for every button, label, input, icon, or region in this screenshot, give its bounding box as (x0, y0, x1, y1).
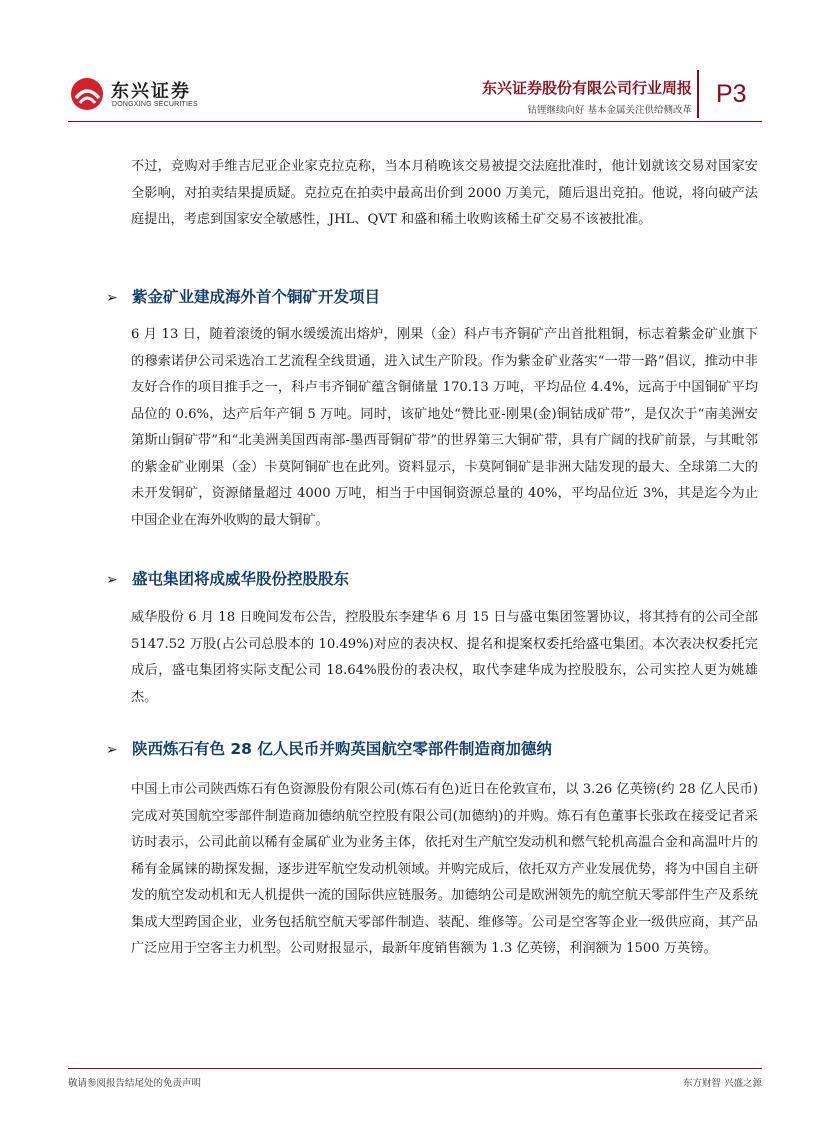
header-divider (697, 70, 699, 118)
logo-chinese-name: 东兴证券 (111, 81, 191, 102)
section-heading-1 (106, 285, 380, 307)
section-heading-text: 陕西炼石有色 28 亿人民币并购英国航空零部件制造商加德纳 (132, 740, 552, 758)
section-heading-text: 紫金矿业建成海外首个铜矿开发项目 (132, 288, 381, 306)
footer-disclaimer: 敬请参阅报告结尾处的免责声明 (68, 1078, 202, 1089)
section-heading-3 (106, 737, 552, 759)
footer-slogan: 东方财智 兴盛之源 (682, 1078, 762, 1089)
logo-mark-icon (68, 76, 108, 112)
paragraph-1: 不过，竞购对手维吉尼亚企业家克拉克称，当本月稍晚该交易被提交法庭批准时，他计划就该交易对国家安全影响，对拍卖结果提质疑。克拉克在拍卖中最高出价到 2000 万美元，随后退出竞拍。他说，将向破产法庭提出，考虑到国家安全敏感性，JHL、QVT 和盛和稀土收购该稀土矿交易不该被批准。 (131, 159, 758, 227)
paragraph-2: 6 月 13 日，随着滚烫的铜水缓缓流出熔炉，刚果（金）科卢韦齐铜矿产出首批粗铜，标志着紫金矿业旗下的穆索诺伊公司采选冶工艺流程全线贯通，进入试生产阶段。作为紫金矿业落实“一带一路”倡议，推动中非友好合作的项目推手之一，科卢韦齐铜矿蕴含铜储量 170.13 万吨，平均品位 4.4%，远高于中国铜矿平均品位的 0.6%，达产后年产铜 5 万吨。同时，该矿地处“赞比亚-刚果(金)铜钴成矿带”，是仅次于“南美洲安第斯山铜矿带”和“北美洲美国西南部-墨西哥铜矿带”的世界第三大铜矿带，具有广阔的找矿前景，与其毗邻的紫金矿业刚果（金）卡莫阿铜矿也在此列。资料显示，卡莫阿铜矿是非洲大陆发现的最大、全球第二大的未开发铜矿，资源储量超过 4000 万吨，相当于中国铜资源总量的 40%，平均品位近 3%，其是迄今为止中国企业在海外收购的最大铜矿。 (131, 327, 758, 528)
report-subtitle: 钴锂继续向好 基本金属关注供给侧改革 (527, 105, 692, 116)
bullet-arrow-icon: ➢ (106, 742, 118, 758)
section-heading-2 (106, 567, 349, 589)
report-title: 东兴证券股份有限公司行业周报 (481, 79, 692, 97)
section-heading-text: 盛屯集团将成威华股份控股股东 (132, 570, 350, 588)
bullet-arrow-icon: ➢ (106, 290, 118, 306)
paragraph-4: 中国上市公司陕西炼石有色资源股份有限公司(炼石有色)近日在伦敦宣布，以 3.26 亿英镑(约 28 亿人民币)完成对英国航空零部件制造商加德纳航空控股有限公司(加德纳)的并购。炼石有色董事长张政在接受记者采访时表示，公司此前以稀有金属矿业为业务主体，依托对生产航空发动机和燃气轮机高温合金和高温叶片的稀有金属铼的勘探发掘，逐步进军航空发动机领域。并购完成后，依托双方产业发展优势，将为中国自主研发的航空发动机和无人机提供一流的国际供应链服务。加德纳公司是欧洲领先的航空航天零部件生产及系统集成大型跨国企业，业务包括航空航天零部件制造、装配、维修等。公司是空客等企业一级供应商，其产品广泛应用于空客主力机型。公司财报显示，最新年度销售额为 1.3 亿英镑，利润额为 1500 万英镑。 (131, 782, 758, 956)
company-logo (68, 76, 218, 116)
logo-english-name: DONGXING SECURITIES (112, 101, 198, 108)
header-rule (68, 121, 762, 122)
page-number: P3 (716, 80, 747, 108)
footer-rule (68, 1068, 762, 1069)
paragraph-3: 威华股份 6 月 18 日晚间发布公告，控股股东李建华 6 月 15 日与盛屯集团签署协议，将其持有的公司全部 5147.52 万股(占公司总股本的 10.49%)对应的表决权、提名和提案权委托给盛屯集团。本次表决权委托完成后，盛屯集团将实际支配公司 18.64%股份的表决权，取代李建华成为控股股东，公司实控人更为姚雄杰。 (131, 610, 758, 705)
bullet-arrow-icon: ➢ (106, 572, 118, 588)
